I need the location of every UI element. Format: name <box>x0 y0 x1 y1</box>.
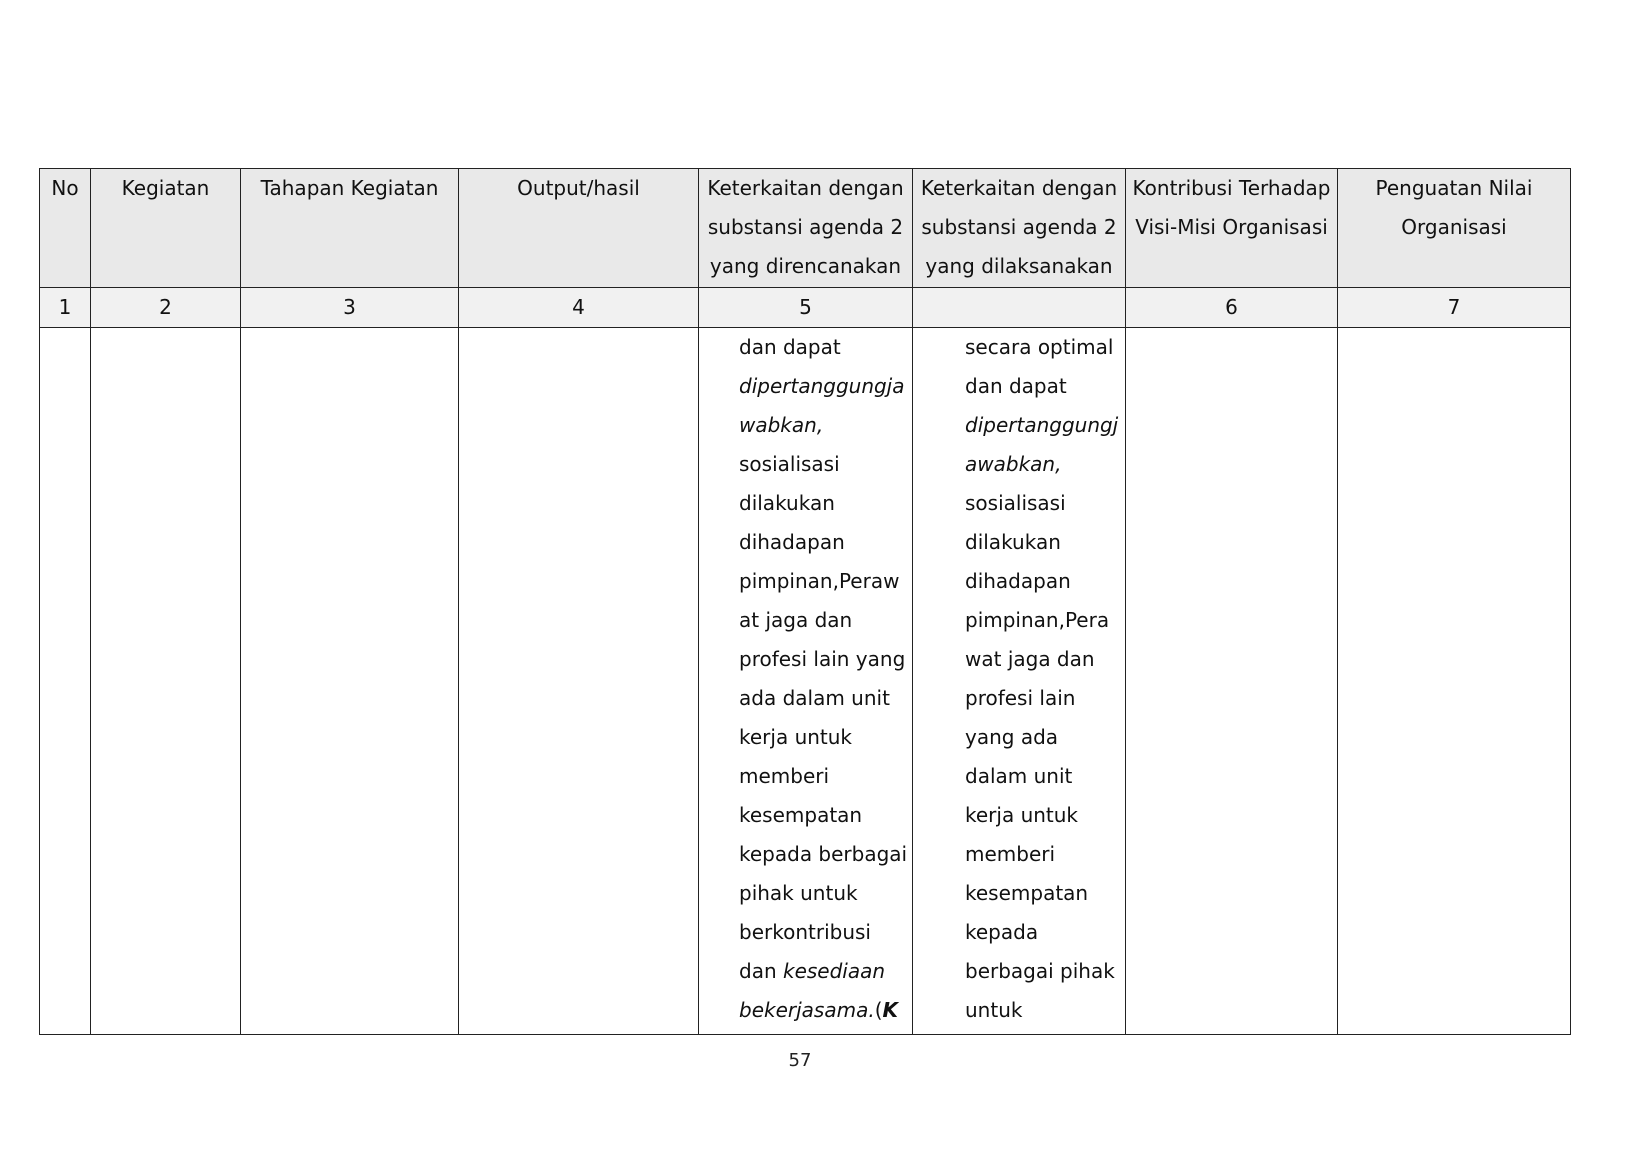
header-no: No <box>40 169 91 288</box>
page-number: 57 <box>788 1050 812 1071</box>
header-penguatan-nilai: Penguatan Nilai Organisasi <box>1338 169 1571 288</box>
cell-tahapan <box>241 328 459 1035</box>
cell-kontribusi <box>1126 328 1338 1035</box>
cell-text: secara optimal dan dapat dipertanggungj awabkan, sosialisasi dilakukan dihadapan pimpinan,Pera wat jaga dan profesi lain yang ada dalam unit kerja untuk memberi kesempatan kepada berbagai pihak untuk <box>965 335 1119 1022</box>
column-number: 4 <box>459 288 699 328</box>
header-kontribusi-visi-misi: Kontribusi Terhadap Visi-Misi Organisasi <box>1126 169 1338 288</box>
header-keterkaitan-dilaksanakan: Keterkaitan dengan substansi agenda 2 yang dilaksanakan <box>913 169 1126 288</box>
column-number: 2 <box>91 288 241 328</box>
header-keterkaitan-direncanakan: Keterkaitan dengan substansi agenda 2 yang direncanakan <box>699 169 913 288</box>
header-kegiatan: Kegiatan <box>91 169 241 288</box>
cell-output <box>459 328 699 1035</box>
column-number: 5 <box>699 288 913 328</box>
activity-table <box>39 168 1571 1035</box>
column-number: 7 <box>1338 288 1571 328</box>
column-number: 1 <box>40 288 91 328</box>
table-row <box>40 328 1571 1035</box>
header-output-hasil: Output/hasil <box>459 169 699 288</box>
cell-text: dan dapat dipertanggungja wabkan, sosialisasi dilakukan dihadapan pimpinan,Peraw at jaga dan profesi lain yang ada dalam unit kerja untuk memberi kesempatan kepada berbagai pihak untuk berkontribusi dan kesediaan bekerjasama.(K <box>739 335 908 1022</box>
header-row <box>40 169 1571 288</box>
column-number-row <box>40 288 1571 328</box>
cell-kegiatan <box>91 328 241 1035</box>
column-number: 3 <box>241 288 459 328</box>
cell-keterkaitan-direncanakan <box>699 328 913 1035</box>
cell-no <box>40 328 91 1035</box>
cell-penguatan-nilai <box>1338 328 1571 1035</box>
column-number <box>913 288 1126 328</box>
column-number: 6 <box>1126 288 1338 328</box>
header-tahapan-kegiatan: Tahapan Kegiatan <box>241 169 459 288</box>
cell-keterkaitan-dilaksanakan <box>913 328 1126 1035</box>
